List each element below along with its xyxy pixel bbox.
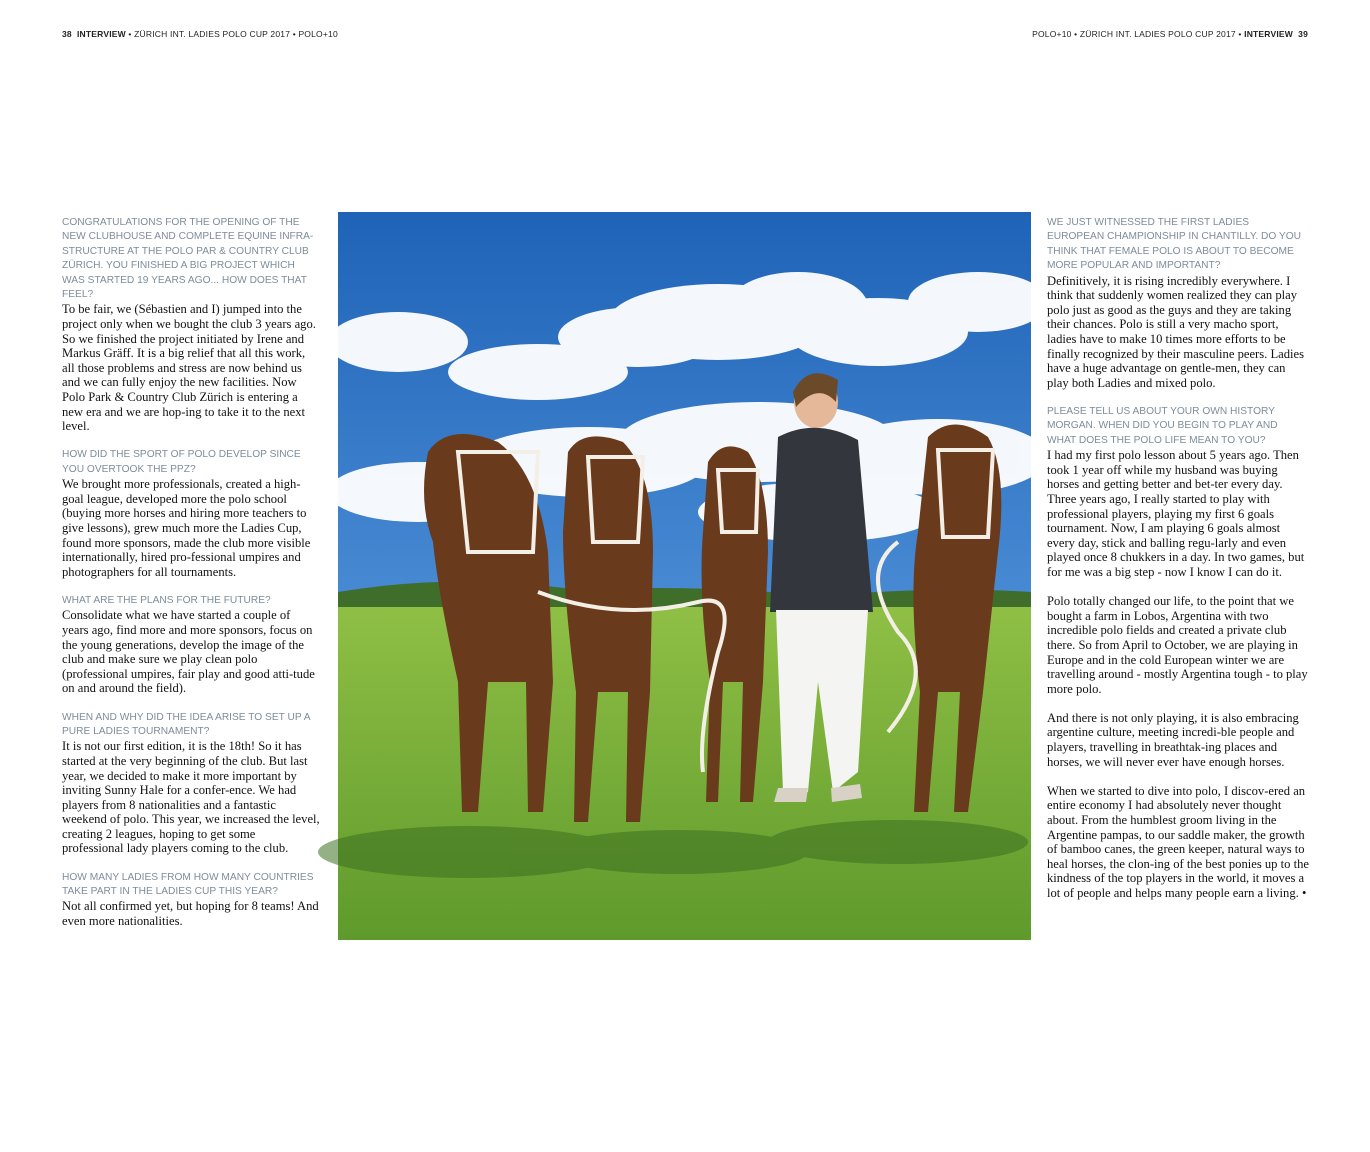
answer: Definitively, it is rising incredibly everywhere. I think that suddenly women realized they can play polo just as good as the guys and they are taking their chances. Polo is still a very macho sport, ladies have to make 10 times more efforts to be finally recognized by their masculine peers. Ladies have a huge advantage on gentle-men, they can play both Ladies and mixed polo. bbox=[1047, 273, 1305, 390]
answer: I had my first polo lesson about 5 years ago. Then took 1 year off while my husband was buying horses and getting better and bet-ter every day. Three years ago, I really started to play with professional players, playing my first 6 goals tournament. Now, I am playing 6 goals almost every day, stick and balling regu-larly and even played once 8 chukkers in a day. In two games, but for me was a big step - now I know I can do it. bbox=[1047, 448, 1305, 579]
section-label-left: INTERVIEW bbox=[76, 29, 126, 39]
interview-column-left bbox=[62, 216, 320, 943]
feature-photo bbox=[338, 212, 1031, 1150]
question: WE JUST WITNESSED THE FIRST LADIES EUROPEAN CHAMPIONSHIP IN CHANTILLY. DO YOU THINK THAT FEMALE POLO IS ABOUT TO BECOME MORE POPULAR AND IMPORTANT? bbox=[1047, 217, 1301, 272]
answer: And there is not only playing, it is also embracing argentine culture, meeting incredi-ble people and players, travelling in breathtak-ing places and horses, we will never ever have enough horses. bbox=[1047, 710, 1299, 769]
answer: To be fair, we (Sébastien and I) jumped into the project only when we bought the club 3 years ago. So we finished the project initiated by Irene and Markus Gräff. It is a big relief that all this work, all those problems and stress are now behind us and we can fully enjoy the new facilities. Now Polo Park & Country Club Zürich is entering a new era and we are hop-ing to take it to the next level. bbox=[62, 302, 316, 434]
answer: When we started to dive into polo, I discov-ered an entire economy I had absolutely never thought about. From the humblest groom living in the Argentine pampas, to our saddle maker, the growth of bamboo canes, the green keeper, natural ways to heal horses, the clon-ing of the best ponies up to the kindness of the top players in the world, it moves a lot of people and helps many people earn a living. • bbox=[1047, 783, 1309, 900]
question: HOW MANY LADIES FROM HOW MANY COUNTRIES TAKE PART IN THE LADIES CUP THIS YEAR? bbox=[62, 871, 314, 898]
running-title-left: • ZÜRICH INT. LADIES POLO CUP 2017 • POLO+10 bbox=[125, 29, 338, 39]
running-head-right bbox=[1032, 29, 1308, 39]
answer: Consolidate what we have started a couple of years ago, find more and more sponsors, focus on the young generations, develop the image of the club and make sure we play clean polo (professional umpires, fair play and good atti-tude on and around the field). bbox=[62, 608, 315, 696]
question: WHEN AND WHY DID THE IDEA ARISE TO SET UP A PURE LADIES TOURNAMENT? bbox=[62, 711, 310, 737]
interview-column-right bbox=[1047, 216, 1309, 915]
question: CONGRATULATIONS FOR THE OPENING OF THE NEW CLUBHOUSE AND COMPLETE EQUINE INFRA-STRUCTURE AT THE POLO PAR & COUNTRY CLUB ZÜRICH. YOU FINISHED A BIG PROJECT WHICH WAS STARTED 19 YEARS AGO... HOW DOES THAT FEEL? bbox=[62, 217, 314, 301]
page-number-right: 39 bbox=[1298, 29, 1308, 39]
answer: Not all confirmed yet, but hoping for 8 teams! And even more nationalities. bbox=[62, 899, 319, 929]
question: HOW DID THE SPORT OF POLO DEVELOP SINCE YOU OVERTOOK THE PPZ? bbox=[62, 449, 301, 475]
question: PLEASE TELL US ABOUT YOUR OWN HISTORY MORGAN. WHEN DID YOU BEGIN TO PLAY AND WHAT DOES THE POLO LIFE MEAN TO YOU? bbox=[1047, 405, 1278, 446]
answer: Polo totally changed our life, to the point that we bought a farm in Lobos, Argentina with two incredible polo fields and created a private club there. So from April to October, we are playing in Europe and in the cold European winter we are travelling around - mostly Argentina tough - to play more polo. bbox=[1047, 594, 1308, 696]
answer: We brought more professionals, created a high-goal league, developed more the polo school (buying more horses and hiring more teachers to give lessons), grew much more the Ladies Cup, found more sponsors, made the club more visible internationally, hired pro-fessional umpires and photographers for all tournaments. bbox=[62, 477, 311, 579]
answer: It is not our first edition, it is the 18th! So it has started at the very beginning of the club. But last year, we decided to make it more important by inviting Sunny Hale for a confer-ence. We had players from 8 nationalities and a fantastic weekend of polo. This year, we increased the level, creating 2 leagues, hoping to get some professional lady players coming to the club. bbox=[62, 739, 320, 856]
photo-credit: Image: Kathrin Gralla bbox=[680, 1079, 689, 1150]
running-title-right: POLO+10 • ZÜRICH INT. LADIES POLO CUP 2017 • bbox=[1032, 29, 1245, 39]
running-head-left bbox=[62, 29, 338, 39]
question: WHAT ARE THE PLANS FOR THE FUTURE? bbox=[62, 594, 271, 606]
page-number-left: 38 bbox=[62, 29, 72, 39]
section-label-right: INTERVIEW bbox=[1244, 29, 1294, 39]
